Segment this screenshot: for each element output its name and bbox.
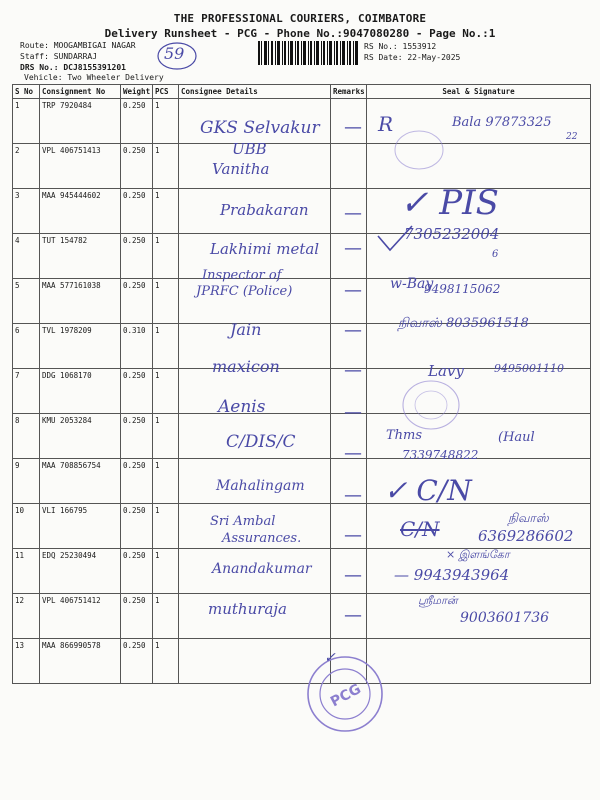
table-header-row bbox=[13, 85, 591, 99]
consignee-hw-11b: Assurances. bbox=[222, 531, 302, 546]
drs-line: DRS No.: DCJ8155391201 bbox=[20, 63, 126, 72]
remark-dash: — bbox=[344, 280, 362, 301]
row-weight: 0.250 bbox=[121, 414, 153, 459]
row-sno: 9 bbox=[13, 459, 40, 504]
row-sno: 11 bbox=[13, 549, 40, 594]
row-weight: 0.250 bbox=[121, 234, 153, 279]
row-weight: 0.250 bbox=[121, 504, 153, 549]
row-pcs: 1 bbox=[153, 459, 179, 504]
row-pcs: 1 bbox=[153, 414, 179, 459]
pcg-stamp bbox=[305, 654, 385, 734]
consignee-hw-6: Jain bbox=[230, 320, 262, 339]
barcode-image bbox=[258, 41, 358, 65]
col-weight: Weight bbox=[121, 85, 153, 99]
row-consignment-no: TVL 1978209 bbox=[40, 324, 121, 369]
signature-3: ✓ PIS bbox=[400, 183, 499, 223]
table-row bbox=[13, 639, 591, 684]
col-remarks: Remarks bbox=[331, 85, 367, 99]
row-sno: 10 bbox=[13, 504, 40, 549]
col-consignee: Consignee Details bbox=[179, 85, 331, 99]
seal-mark bbox=[392, 128, 446, 172]
consignment-table bbox=[12, 84, 591, 684]
signature-9: Thms bbox=[386, 428, 423, 443]
remark-dash: — bbox=[344, 485, 362, 506]
company-title: THE PROFESSIONAL COURIERS, COIMBATORE bbox=[173, 12, 427, 25]
row-pcs: 1 bbox=[153, 639, 179, 684]
remark-dash: — bbox=[344, 320, 362, 341]
consignee-hw-11a: Sri Ambal bbox=[210, 514, 276, 529]
rs-no-line: RS No.: 1553912 bbox=[364, 42, 437, 51]
row-pcs: 1 bbox=[153, 234, 179, 279]
row-consignment-no: MAA 945444602 bbox=[40, 189, 121, 234]
consignee-hw-12: Anandakumar bbox=[212, 561, 312, 577]
signature-11: C/N bbox=[400, 517, 440, 541]
row-pcs: 1 bbox=[153, 279, 179, 324]
phone-11: 6369286602 bbox=[478, 527, 574, 545]
col-seal: Seal & Signature bbox=[367, 85, 591, 99]
row-sno: 3 bbox=[13, 189, 40, 234]
col-sno: S No bbox=[13, 85, 40, 99]
signature-11-name: நிவாஸ் bbox=[508, 511, 549, 525]
row-sno: 4 bbox=[13, 234, 40, 279]
row-weight: 0.250 bbox=[121, 99, 153, 144]
remark-dash: — bbox=[344, 238, 362, 259]
row-consignment-no: MAA 708856754 bbox=[40, 459, 121, 504]
remark-dash: — bbox=[344, 605, 362, 626]
phone-12: — 9943943964 bbox=[394, 566, 510, 584]
remark-dash: — bbox=[344, 203, 362, 224]
row-pcs: 1 bbox=[153, 594, 179, 639]
row-weight: 0.250 bbox=[121, 369, 153, 414]
circled-count: 59 bbox=[164, 44, 185, 63]
row-weight: 0.310 bbox=[121, 324, 153, 369]
remark-dash: — bbox=[344, 565, 362, 586]
row-pcs: 1 bbox=[153, 324, 179, 369]
row-consignment-no: VLI 166795 bbox=[40, 504, 121, 549]
row-consignment-no: TUT 154782 bbox=[40, 234, 121, 279]
remark-dash: — bbox=[344, 443, 362, 464]
consignee-hw-9: C/DIS/C bbox=[226, 432, 296, 452]
stamp-scribble: ✓ bbox=[324, 650, 336, 666]
phone-5: 9498115062 bbox=[424, 282, 501, 296]
consignee-hw-7: maxicon bbox=[212, 357, 280, 376]
row-consignment-no: KMU 2053284 bbox=[40, 414, 121, 459]
phone-9: 7339748822 bbox=[402, 448, 479, 462]
signature-13: ஸ்ரீமான் bbox=[418, 594, 458, 607]
row-consignment-no: TRP 7920484 bbox=[40, 99, 121, 144]
signature-12: × இளங்கோ bbox=[446, 548, 510, 561]
table-row bbox=[13, 369, 591, 414]
phone-4-suffix: 6 bbox=[492, 249, 499, 260]
signature-1: R bbox=[378, 112, 394, 136]
remark-dash: — bbox=[344, 402, 362, 423]
row-pcs: 1 bbox=[153, 144, 179, 189]
row-pcs: 1 bbox=[153, 189, 179, 234]
table-row bbox=[13, 144, 591, 189]
row-sno: 12 bbox=[13, 594, 40, 639]
consignee-hw-5b: JPRFC (Police) bbox=[196, 284, 293, 299]
col-consignment: Consignment No bbox=[40, 85, 121, 99]
phone-13: 9003601736 bbox=[460, 610, 550, 626]
stamp-text: PCG bbox=[328, 681, 364, 711]
row-weight: 0.250 bbox=[121, 189, 153, 234]
route-line: Route: MOOGAMBIGAI NAGAR bbox=[20, 41, 136, 50]
row-pcs: 1 bbox=[153, 369, 179, 414]
rs-date-line: RS Date: 22-May-2025 bbox=[364, 53, 461, 62]
row-consignment-no: VPL 406751413 bbox=[40, 144, 121, 189]
row-weight: 0.250 bbox=[121, 549, 153, 594]
phone-1-suffix: 22 bbox=[566, 132, 578, 142]
row-weight: 0.250 bbox=[121, 144, 153, 189]
sheet-title: Delivery Runsheet - PCG - Phone No.:9047080280 - Page No.:1 bbox=[104, 27, 496, 40]
row-consignment-no: VPL 406751412 bbox=[40, 594, 121, 639]
row-consignment-no: DDG 1068170 bbox=[40, 369, 121, 414]
row-pcs: 1 bbox=[153, 99, 179, 144]
consignee-hw-4: Lakhimi metal bbox=[210, 240, 320, 258]
consignee-hw-3: Prabakaran bbox=[220, 201, 309, 219]
row-weight: 0.250 bbox=[121, 594, 153, 639]
remark-dash: — bbox=[344, 525, 362, 546]
row-sno: 1 bbox=[13, 99, 40, 144]
consignee-hw-2b: Vanitha bbox=[212, 160, 270, 178]
consignee-hw-10: Mahalingam bbox=[216, 478, 305, 494]
row-sno: 13 bbox=[13, 639, 40, 684]
row-consignment-no: MAA 577161038 bbox=[40, 279, 121, 324]
row-seal-cell bbox=[367, 639, 591, 684]
phone-1: Bala 97873325 bbox=[452, 115, 552, 130]
vehicle-line: Vehicle: Two Wheeler Delivery bbox=[24, 73, 164, 82]
row-pcs: 1 bbox=[153, 504, 179, 549]
tick-mark bbox=[374, 224, 414, 254]
row-consignment-no: MAA 866990578 bbox=[40, 639, 121, 684]
row-sno: 5 bbox=[13, 279, 40, 324]
col-pcs: PCS bbox=[153, 85, 179, 99]
consignee-hw-13: muthuraja bbox=[208, 600, 287, 618]
row-sno: 7 bbox=[13, 369, 40, 414]
row-sno: 2 bbox=[13, 144, 40, 189]
staff-line: Staff: SUNDARRAJ bbox=[20, 52, 98, 61]
signature-9-note: (Haul bbox=[498, 430, 535, 445]
row-remarks-cell bbox=[331, 144, 367, 189]
row-pcs: 1 bbox=[153, 549, 179, 594]
row-consignment-no: EDQ 25230494 bbox=[40, 549, 121, 594]
row-sno: 8 bbox=[13, 414, 40, 459]
signature-10: ✓ C/N bbox=[384, 474, 472, 507]
seal-mark bbox=[400, 378, 462, 432]
phone-7: 9495001110 bbox=[494, 362, 564, 375]
phone-6: 8035961518 bbox=[446, 316, 529, 331]
consignee-hw-5a: Inspector of bbox=[202, 268, 282, 283]
consignee-hw-8: Aenis bbox=[218, 397, 266, 417]
remark-dash: — bbox=[344, 117, 362, 138]
signature-5: w-Bay bbox=[390, 276, 434, 292]
consignee-hw-2a: UBB bbox=[232, 140, 267, 158]
row-sno: 6 bbox=[13, 324, 40, 369]
phone-4: 7305232004 bbox=[404, 225, 500, 243]
signature-7: Lavy bbox=[428, 362, 464, 380]
row-weight: 0.250 bbox=[121, 459, 153, 504]
remark-dash: — bbox=[344, 360, 362, 381]
signature-6: நிவாஸ் bbox=[398, 316, 442, 331]
consignee-hw-1: GKS Selvakur bbox=[200, 118, 320, 138]
row-weight: 0.250 bbox=[121, 279, 153, 324]
row-weight: 0.250 bbox=[121, 639, 153, 684]
